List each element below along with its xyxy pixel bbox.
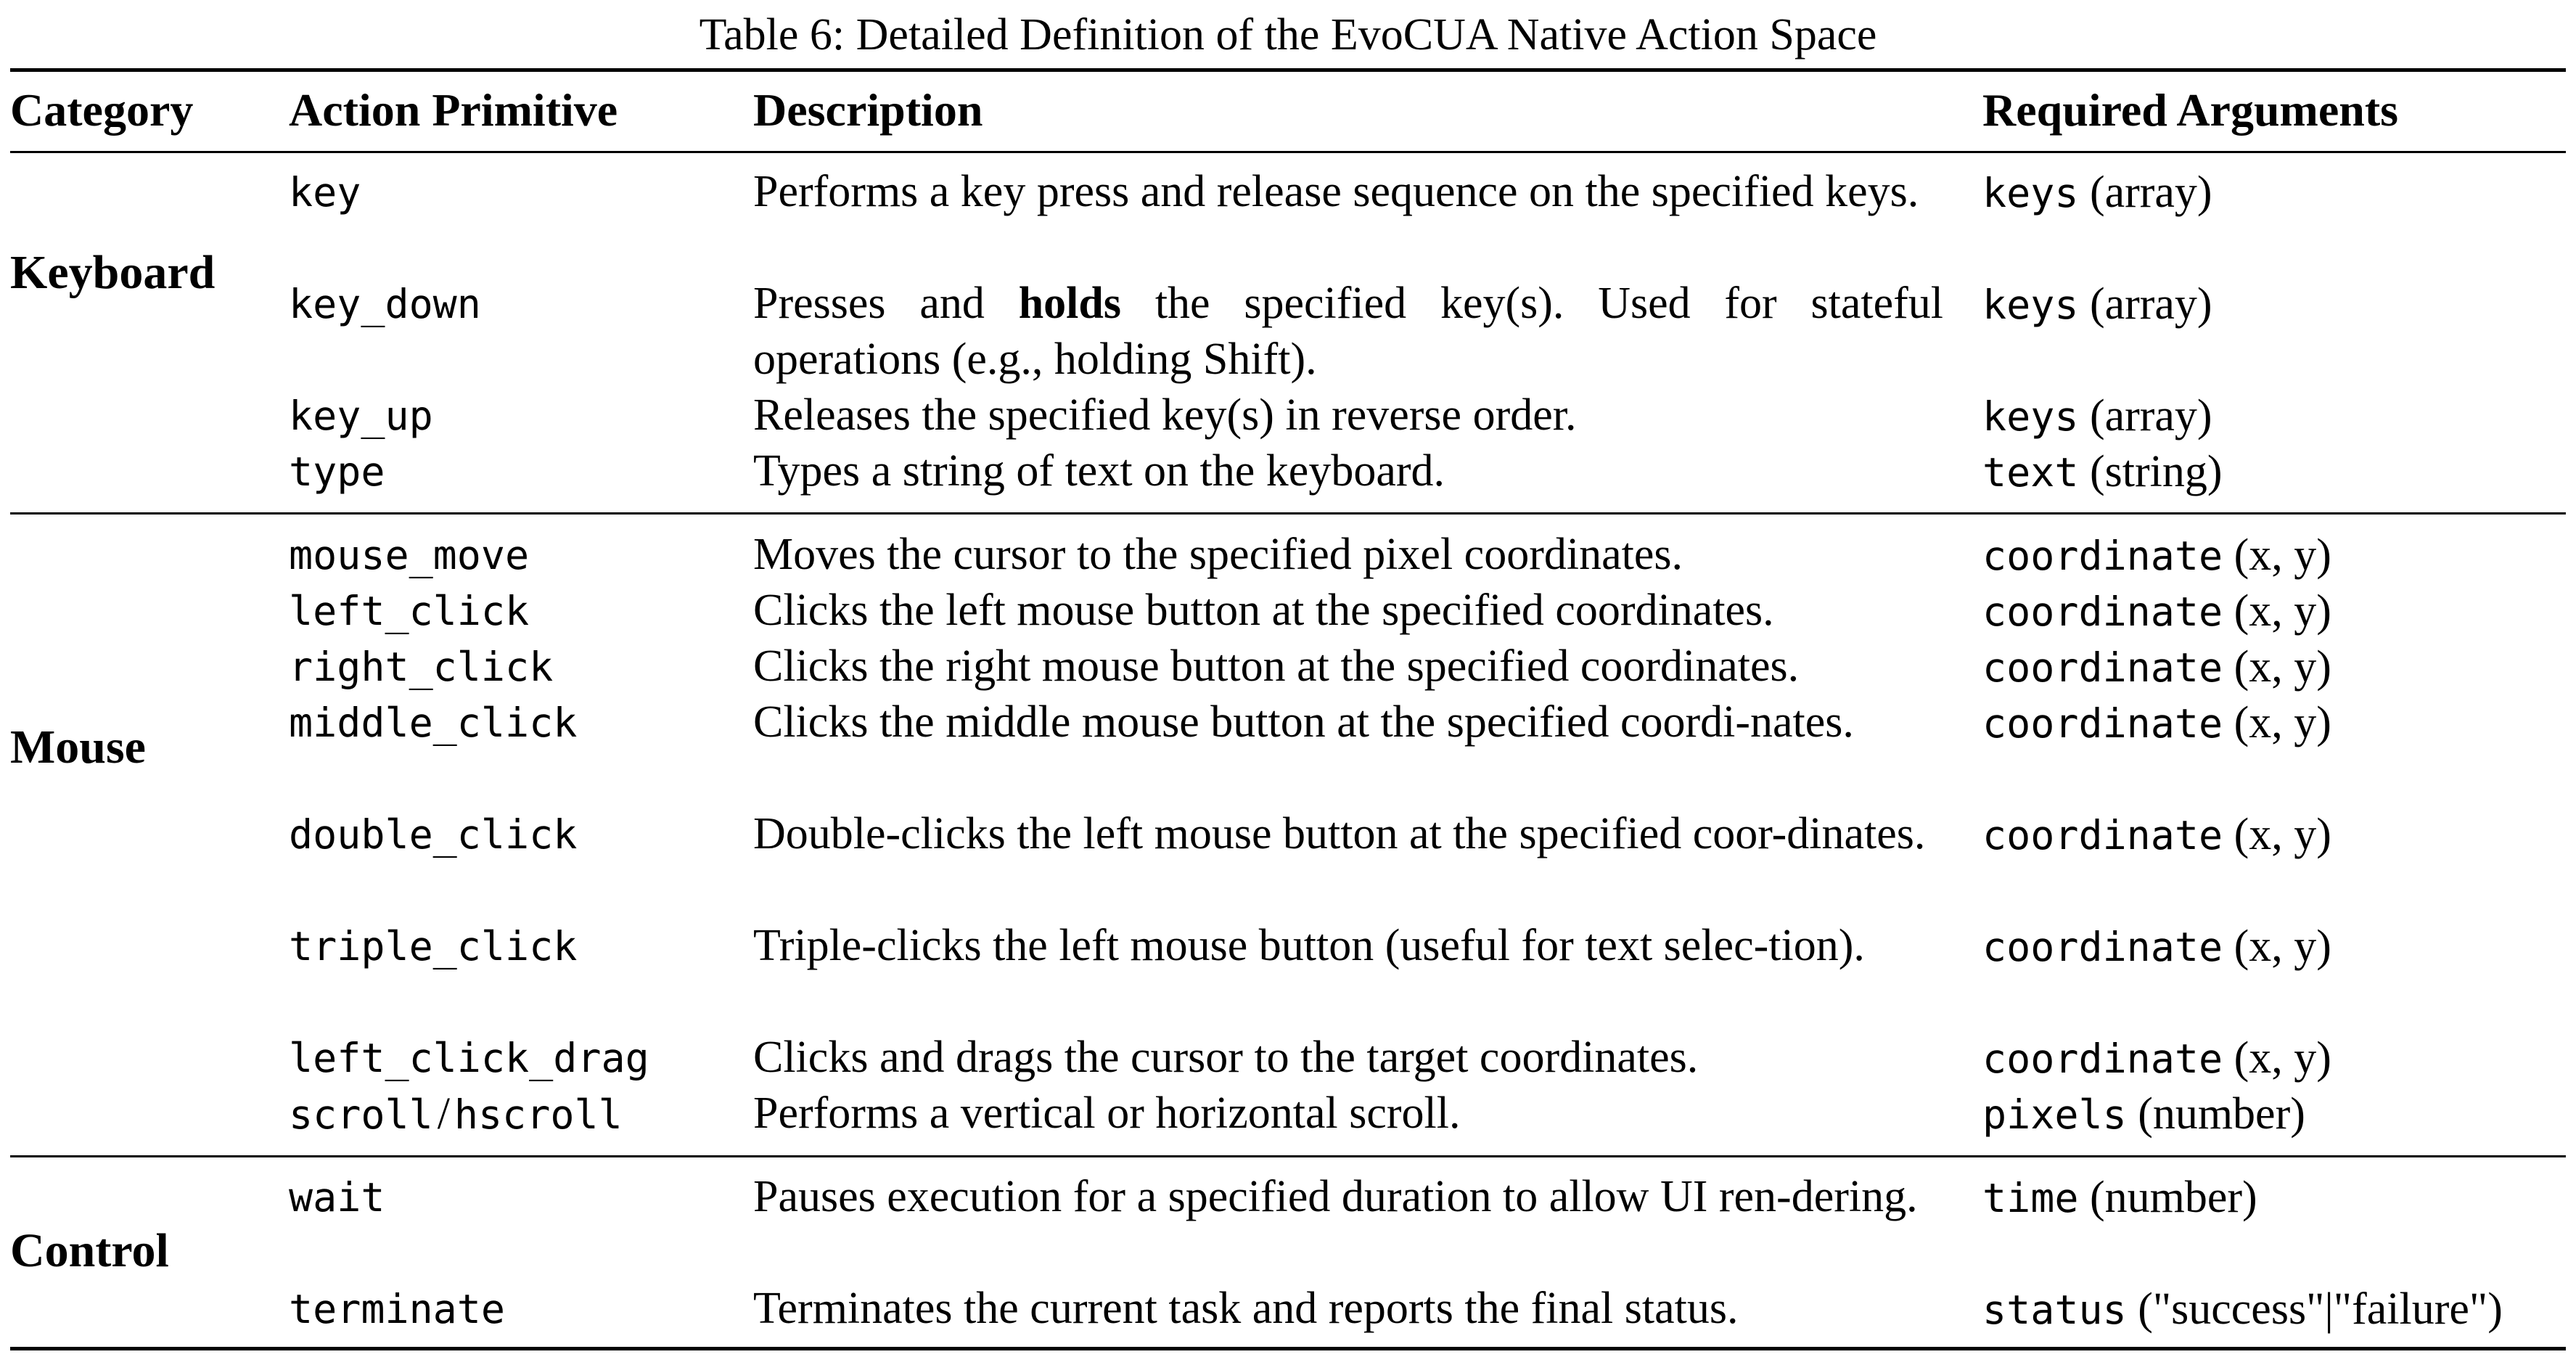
arg-name: coordinate: [1982, 924, 2223, 970]
description: Moves the cursor to the specified pixel coordinates.: [753, 530, 1683, 579]
required-arguments: [1982, 276, 2212, 333]
arg-type: (x, y): [2234, 922, 2331, 971]
description: Clicks and drags the cursor to the target coordinates.: [753, 1033, 1699, 1082]
header-primitive: Action Primitive: [289, 84, 618, 136]
primitive-middle-click: middle_click: [289, 700, 578, 746]
description: Clicks the left mouse button at the specified coordinates.: [753, 586, 1774, 635]
required-arguments: [1982, 1281, 2503, 1338]
primitive-scroll: [289, 1086, 623, 1143]
arg-name: keys: [1982, 170, 2079, 216]
category-control: Control: [10, 1224, 169, 1277]
arg-name: coordinate: [1982, 589, 2223, 635]
description: Types a string of text on the keyboard.: [753, 446, 1445, 496]
arg-type: (string): [2089, 447, 2223, 496]
primitive-type: type: [289, 448, 385, 495]
arg-type: ("success"|"failure"): [2138, 1284, 2503, 1334]
primitive-left-click: left_click: [289, 588, 530, 634]
primitive-wait: wait: [289, 1174, 385, 1221]
header-category: Category: [10, 84, 194, 136]
bottom-rule: [10, 1347, 2566, 1350]
arg-type: (x, y): [2234, 698, 2331, 747]
primitive-separator: /: [437, 1089, 450, 1139]
arg-name: coordinate: [1982, 533, 2223, 579]
primitive-terminate: terminate: [289, 1286, 506, 1332]
arg-type: (x, y): [2234, 586, 2331, 636]
description: Pauses execution for a specified duration to allow UI ren-dering.: [753, 1172, 1918, 1221]
group-divider-keyboard-mouse: [10, 512, 2566, 514]
required-arguments: [1982, 164, 2212, 221]
arg-name: coordinate: [1982, 644, 2223, 691]
description: Performs a vertical or horizontal scroll.: [753, 1089, 1461, 1138]
arg-type: (x, y): [2234, 1033, 2331, 1083]
arg-name: pixels: [1982, 1091, 2127, 1138]
arg-type: (x, y): [2234, 530, 2331, 580]
category-keyboard: Keyboard: [10, 246, 216, 299]
required-arguments: [1982, 806, 2331, 864]
arg-type: (array): [2089, 279, 2212, 329]
primitive-double-click: double_click: [289, 811, 578, 858]
description: Terminates the current task and reports the final status.: [753, 1284, 1739, 1333]
required-arguments: [1982, 639, 2331, 696]
arg-type: (number): [2089, 1173, 2257, 1222]
desc-post: the specified key(s). Used for stateful operations (e.g., holding Shift).: [753, 279, 1943, 384]
desc-bold: holds: [1018, 279, 1122, 328]
header-arguments: Required Arguments: [1982, 84, 2399, 136]
arg-name: text: [1982, 449, 2079, 496]
primitive-right-click: right_click: [289, 644, 554, 690]
required-arguments: [1982, 583, 2331, 640]
required-arguments: [1982, 388, 2212, 445]
arg-name: keys: [1982, 282, 2079, 328]
required-arguments: [1982, 527, 2331, 584]
primitive-key: key: [289, 169, 361, 216]
arg-type: (array): [2089, 168, 2212, 217]
description: Double-clicks the left mouse button at the specified coor-dinates.: [753, 809, 1926, 858]
arg-type: (x, y): [2234, 810, 2331, 859]
primitive-mouse-move: mouse_move: [289, 532, 530, 578]
required-arguments: [1982, 694, 2331, 752]
required-arguments: [1982, 1030, 2331, 1087]
required-arguments: [1982, 1169, 2257, 1226]
table-caption: Table 6: Detailed Definition of the EvoCUA Native Action Space: [699, 10, 1877, 60]
arg-type: (array): [2089, 391, 2212, 440]
required-arguments: [1982, 918, 2331, 975]
primitive-key-up: key_up: [289, 393, 433, 439]
description: Performs a key press and release sequence on the specified keys.: [753, 167, 1919, 216]
description: [753, 276, 1943, 388]
top-rule: [10, 68, 2566, 72]
description: Triple-clicks the left mouse button (useful for text selec-tion).: [753, 921, 1865, 970]
arg-name: keys: [1982, 393, 2079, 440]
arg-name: coordinate: [1982, 1036, 2223, 1082]
description: Clicks the middle mouse button at the specified coordi-nates.: [753, 697, 1854, 747]
primitive-hscroll-name: hscroll: [454, 1091, 623, 1138]
arg-name: coordinate: [1982, 700, 2223, 747]
arg-name: status: [1982, 1287, 2127, 1333]
arg-type: (x, y): [2234, 642, 2331, 692]
primitive-triple-click: triple_click: [289, 923, 578, 969]
header-rule: [10, 151, 2566, 153]
primitive-key-down: key_down: [289, 281, 481, 327]
primitive-left-click-drag: left_click_drag: [289, 1035, 649, 1081]
description: Clicks the right mouse button at the specified coordinates.: [753, 641, 1800, 691]
arg-type: (number): [2138, 1089, 2305, 1139]
arg-name: time: [1982, 1175, 2079, 1221]
required-arguments: [1982, 443, 2222, 501]
group-divider-mouse-control: [10, 1155, 2566, 1157]
description: Releases the specified key(s) in reverse order.: [753, 390, 1577, 440]
header-description: Description: [753, 84, 983, 136]
primitive-scroll-name: scroll: [289, 1091, 433, 1138]
category-mouse: Mouse: [10, 721, 146, 774]
arg-name: coordinate: [1982, 812, 2223, 858]
desc-pre: Presses and: [753, 279, 1019, 328]
required-arguments: [1982, 1086, 2305, 1143]
